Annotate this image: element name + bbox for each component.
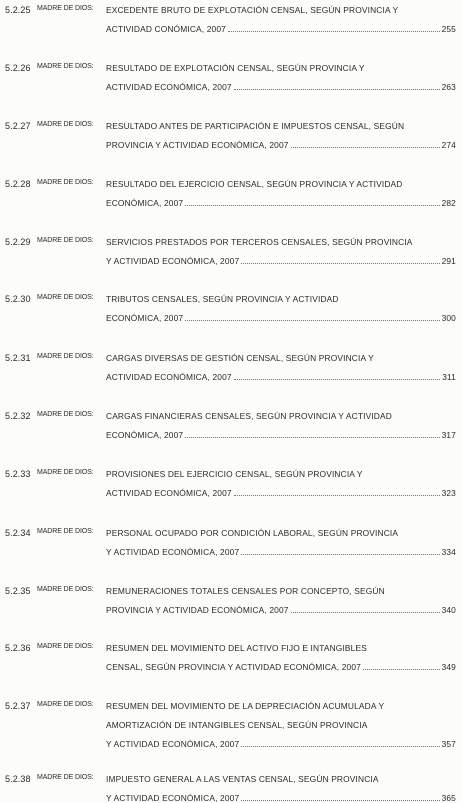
entry-title-text: RESULTADO DE EXPLOTACIÓN CENSAL, SEGÚN PROVINCIA Y xyxy=(106,63,365,73)
page-number[interactable]: 357 xyxy=(441,739,456,749)
entry-title-line xyxy=(106,662,456,672)
entry-title-line xyxy=(106,528,456,538)
dot-leader xyxy=(185,314,439,321)
entry-title-line xyxy=(106,430,456,440)
entry-title-line xyxy=(106,353,456,363)
entry-region: MADRE DE DIOS: xyxy=(37,469,94,476)
entry-title-text: Y ACTIVIDAD ECONÓMICA, 2007 xyxy=(106,256,240,266)
entry-title-line xyxy=(106,82,456,92)
entry-title-text: ECONÓMICA, 2007 xyxy=(106,198,184,208)
entry-number: 5.2.29 xyxy=(5,237,31,247)
dot-leader xyxy=(228,25,440,32)
entry-region: MADRE DE DIOS: xyxy=(37,294,94,301)
entry-title-line xyxy=(106,121,456,131)
page-number[interactable]: 311 xyxy=(442,372,456,382)
entry-title-text: Y ACTIVIDAD ECONÓMICA, 2007 xyxy=(106,739,240,749)
entry-title-text: ACTIVIDAD ECONÓMICA, 2007 xyxy=(106,372,232,382)
entry-title-text: Y ACTIVIDAD ECONÓMICA, 2007 xyxy=(106,547,240,557)
dot-leader xyxy=(241,257,439,264)
entry-title-text: RESULTADO DEL EJERCICIO CENSAL, SEGÚN PROVINCIA Y ACTIVIDAD xyxy=(106,179,403,189)
entry-region: MADRE DE DIOS: xyxy=(37,121,94,128)
entry-title-line xyxy=(106,793,456,803)
entry-number: 5.2.25 xyxy=(5,5,31,15)
entry-number: 5.2.30 xyxy=(5,294,31,304)
page-number[interactable]: 340 xyxy=(441,605,456,615)
entry-title-text: RESULTADO ANTES DE PARTICIPACIÓN E IMPUESTOS CENSAL, SEGÚN xyxy=(106,121,405,131)
page-number[interactable]: 349 xyxy=(441,662,456,672)
entry-title-text: ECONÓMICA, 2007 xyxy=(106,430,184,440)
entry-title-line xyxy=(106,140,456,150)
page-number[interactable]: 263 xyxy=(441,82,456,92)
page-number[interactable]: 334 xyxy=(441,547,456,557)
entry-region: MADRE DE DIOS: xyxy=(37,5,94,12)
entry-title-line xyxy=(106,294,456,304)
entry-number: 5.2.31 xyxy=(5,353,31,363)
entry-title-text: PROVINCIA Y ACTIVIDAD ECONÓMICA, 2007 xyxy=(106,140,289,150)
entry-region: MADRE DE DIOS: xyxy=(37,586,94,593)
dot-leader xyxy=(291,606,440,613)
entry-title-line xyxy=(106,256,456,266)
entry-title-line xyxy=(106,198,456,208)
entry-title-text: PROVINCIA Y ACTIVIDAD ECONÓMICA, 2007 xyxy=(106,605,289,615)
dot-leader xyxy=(363,663,440,670)
entry-title-text: CARGAS DIVERSAS DE GESTIÓN CENSAL, SEGÚN PROVINCIA Y xyxy=(106,353,374,363)
dot-leader xyxy=(185,431,439,438)
entry-title-text: Y ACTIVIDAD ECONÓMICA, 2007 xyxy=(106,793,240,803)
entry-title-line xyxy=(106,411,456,421)
entry-region: MADRE DE DIOS: xyxy=(37,179,94,186)
page-number[interactable]: 323 xyxy=(441,488,456,498)
entry-title-line xyxy=(106,313,456,323)
entry-title-text: EXCEDENTE BRUTO DE EXPLOTACIÓN CENSAL, SEGÚN PROVINCIA Y xyxy=(106,5,399,15)
entry-title-text: RESUMEN DEL MOVIMIENTO DE LA DEPRECIACIÓN ACUMULADA Y xyxy=(106,701,385,711)
entry-title-text: PROVISIONES DEL EJERCICIO CENSAL, SEGÚN PROVINCIA Y xyxy=(106,469,363,479)
entry-region: MADRE DE DIOS: xyxy=(37,528,94,535)
entry-title-text: RESUMEN DEL MOVIMIENTO DEL ACTIVO FIJO E INTANGIBLES xyxy=(106,643,367,653)
entry-title-line xyxy=(106,720,456,730)
page-number[interactable]: 365 xyxy=(441,793,456,803)
entry-title-text: REMUNERACIONES TOTALES CENSALES POR CONCEPTO, SEGÚN xyxy=(106,586,385,596)
entry-title-text: AMORTIZACIÓN DE INTANGIBLES CENSAL, SEGÚN PROVINCIA xyxy=(106,720,368,730)
entry-title-line xyxy=(106,488,456,498)
entry-title-line xyxy=(106,643,456,653)
entry-title-line xyxy=(106,24,456,34)
entry-region: MADRE DE DIOS: xyxy=(37,411,94,418)
entry-region: MADRE DE DIOS: xyxy=(37,353,94,360)
entry-number: 5.2.37 xyxy=(5,701,31,711)
entry-title-line xyxy=(106,701,456,711)
dot-leader xyxy=(241,740,439,747)
entry-number: 5.2.28 xyxy=(5,179,31,189)
entry-title-line xyxy=(106,739,456,749)
entry-number: 5.2.36 xyxy=(5,643,31,653)
dot-leader xyxy=(234,373,441,380)
dot-leader xyxy=(234,83,440,90)
entry-title-line xyxy=(106,469,456,479)
entry-title-text: CENSAL, SEGÚN PROVINCIA Y ACTIVIDAD ECONÓMICA, 2007 xyxy=(106,662,361,672)
entry-title-text: PERSONAL OCUPADO POR CONDICIÓN LABORAL, SEGÚN PROVINCIA xyxy=(106,528,399,538)
dot-leader xyxy=(241,548,439,555)
entry-title-text: ACTIVIDAD ECONÓMICA, 2007 xyxy=(106,488,232,498)
entry-title-text: TRIBUTOS CENSALES, SEGÚN PROVINCIA Y ACTIVIDAD xyxy=(106,294,339,304)
entry-region: MADRE DE DIOS: xyxy=(37,643,94,650)
entry-title-line xyxy=(106,372,456,382)
entry-number: 5.2.27 xyxy=(5,121,31,131)
entry-title-line xyxy=(106,605,456,615)
page-number[interactable]: 274 xyxy=(441,140,456,150)
entry-title-text: CARGAS FINANCIERAS CENSALES, SEGÚN PROVINCIA Y ACTIVIDAD xyxy=(106,411,392,421)
entry-title-text: ACTIVIDAD ECONÓMICA, 2007 xyxy=(106,82,232,92)
entry-title-line xyxy=(106,586,456,596)
page-number[interactable]: 255 xyxy=(441,24,456,34)
page-number[interactable]: 317 xyxy=(441,430,456,440)
page-number[interactable]: 291 xyxy=(441,256,456,266)
entry-title-text: SERVICIOS PRESTADOS POR TERCEROS CENSALES, SEGÚN PROVINCIA xyxy=(106,237,413,247)
entry-number: 5.2.35 xyxy=(5,586,31,596)
page-number[interactable]: 300 xyxy=(441,313,456,323)
entry-number: 5.2.38 xyxy=(5,774,31,784)
entry-number: 5.2.32 xyxy=(5,411,31,421)
page-number[interactable]: 282 xyxy=(441,198,456,208)
entry-title-line xyxy=(106,774,456,784)
entry-region: MADRE DE DIOS: xyxy=(37,701,94,708)
entry-title-text: ACTIVIDAD CONÓMICA, 2007 xyxy=(106,24,226,34)
entry-title-line xyxy=(106,63,456,73)
dot-leader xyxy=(291,141,440,148)
dot-leader xyxy=(185,199,439,206)
entry-title-text: ECONÓMICA, 2007 xyxy=(106,313,184,323)
entry-number: 5.2.34 xyxy=(5,528,31,538)
entry-number: 5.2.33 xyxy=(5,469,31,479)
entry-title-text: IMPUESTO GENERAL A LAS VENTAS CENSAL, SEGÚN PROVINCIA xyxy=(106,774,379,784)
entry-region: MADRE DE DIOS: xyxy=(37,774,94,781)
entry-region: MADRE DE DIOS: xyxy=(37,237,94,244)
dot-leader xyxy=(234,489,440,496)
entry-title-line xyxy=(106,547,456,557)
entry-title-line xyxy=(106,237,456,247)
entry-title-line xyxy=(106,179,456,189)
entry-region: MADRE DE DIOS: xyxy=(37,63,94,70)
entry-number: 5.2.26 xyxy=(5,63,31,73)
entry-title-line xyxy=(106,5,456,15)
